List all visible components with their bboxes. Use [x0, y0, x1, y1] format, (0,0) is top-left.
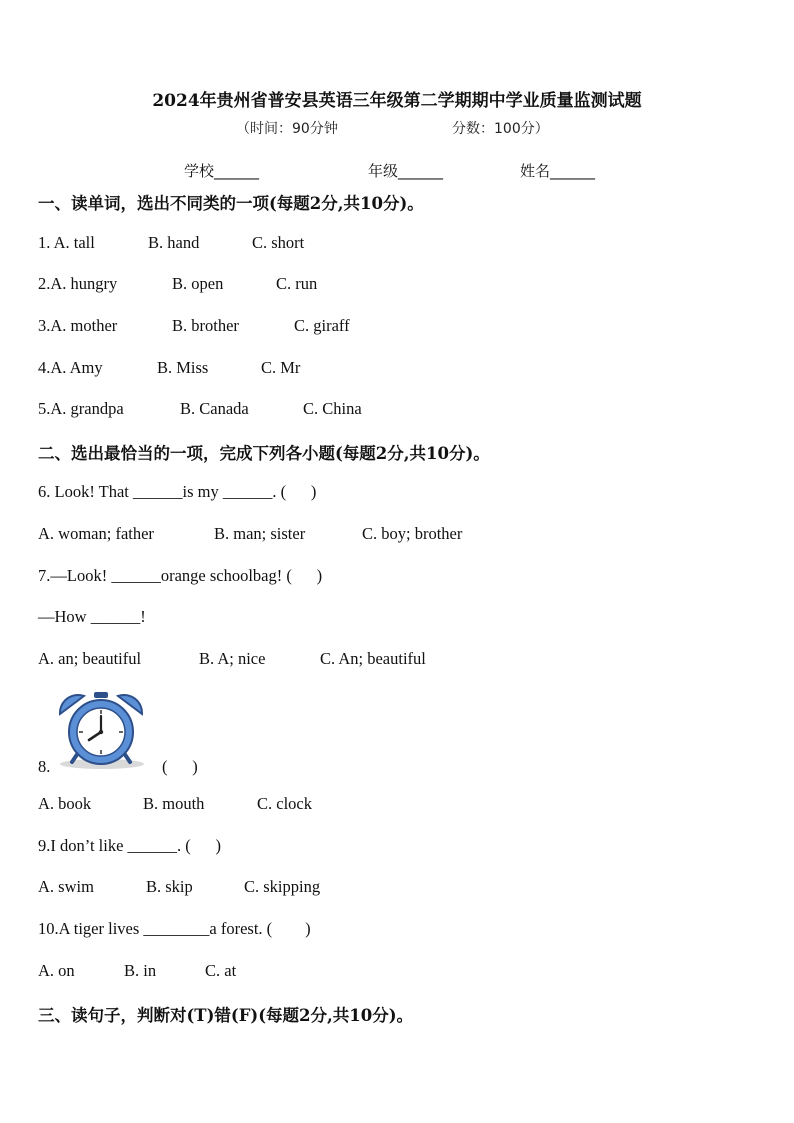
q2-option-a: 2.A. hungry: [38, 274, 118, 293]
q5-option-a: 5.A. grandpa: [38, 399, 124, 418]
q5-option-c: C. China: [303, 399, 362, 418]
q10-option-b: B. in: [124, 961, 157, 980]
q9-option-a: A. swim: [38, 877, 94, 896]
q7-reply: —How ______!: [38, 607, 146, 626]
section-2-heading: 二、选出最恰当的一项，完成下列各小题(每题2分,共10分)。: [38, 444, 490, 463]
q6-stem: 6. Look! That ______is my ______. ( ): [38, 482, 317, 501]
q1-option-a: 1. A. tall: [38, 233, 95, 252]
q8-option-c: C. clock: [257, 794, 312, 813]
q5-option-b: B. Canada: [180, 399, 249, 418]
q6-option-a: A. woman; father: [38, 524, 154, 543]
page-title: 2024年贵州省普安县英语三年级第二学期期中学业质量监测试题: [152, 91, 642, 111]
q7-option-c: C. An; beautiful: [320, 649, 426, 668]
q1-option-b: B. hand: [148, 233, 200, 252]
alarm-clock-icon: [50, 688, 150, 770]
q2-option-b: B. open: [172, 274, 224, 293]
q9-stem: 9.I don’t like ______. ( ): [38, 836, 222, 855]
q7-stem: 7.—Look! ______orange schoolbag! ( ): [38, 566, 323, 585]
grade-field: 年级______: [368, 162, 444, 180]
q7-option-a: A. an; beautiful: [38, 649, 142, 668]
total-score: 分数：100分）: [452, 121, 549, 137]
q2-option-c: C. run: [276, 274, 318, 293]
name-field: 姓名______: [520, 162, 596, 180]
q10-option-a: A. on: [38, 961, 75, 980]
q1-option-c: C. short: [252, 233, 305, 252]
q9-option-c: C. skipping: [244, 877, 321, 896]
q4-option-b: B. Miss: [157, 358, 209, 377]
q8-number: 8.: [38, 757, 51, 776]
q8-option-b: B. mouth: [143, 794, 205, 813]
q6-option-b: B. man; sister: [214, 524, 306, 543]
q4-option-c: C. Mr: [261, 358, 301, 377]
section-3-heading: 三、读句子，判断对(T)错(F)(每题2分,共10分)。: [38, 1006, 414, 1025]
q10-stem: 10.A tiger lives ________a forest. ( ): [38, 919, 311, 938]
q7-option-b: B. A; nice: [199, 649, 266, 668]
q8-answer-blank: ( ): [162, 757, 198, 776]
time-limit: （时间：90分钟: [236, 121, 338, 137]
q9-option-b: B. skip: [146, 877, 193, 896]
q3-option-c: C. giraff: [294, 316, 350, 335]
q4-option-a: 4.A. Amy: [38, 358, 103, 377]
school-field: 学校______: [184, 162, 260, 180]
q3-option-b: B. brother: [172, 316, 239, 335]
q8-option-a: A. book: [38, 794, 92, 813]
q10-option-c: C. at: [205, 961, 237, 980]
section-1-heading: 一、读单词，选出不同类的一项(每题2分,共10分)。: [38, 194, 424, 213]
q3-option-a: 3.A. mother: [38, 316, 118, 335]
q6-option-c: C. boy; brother: [362, 524, 463, 543]
